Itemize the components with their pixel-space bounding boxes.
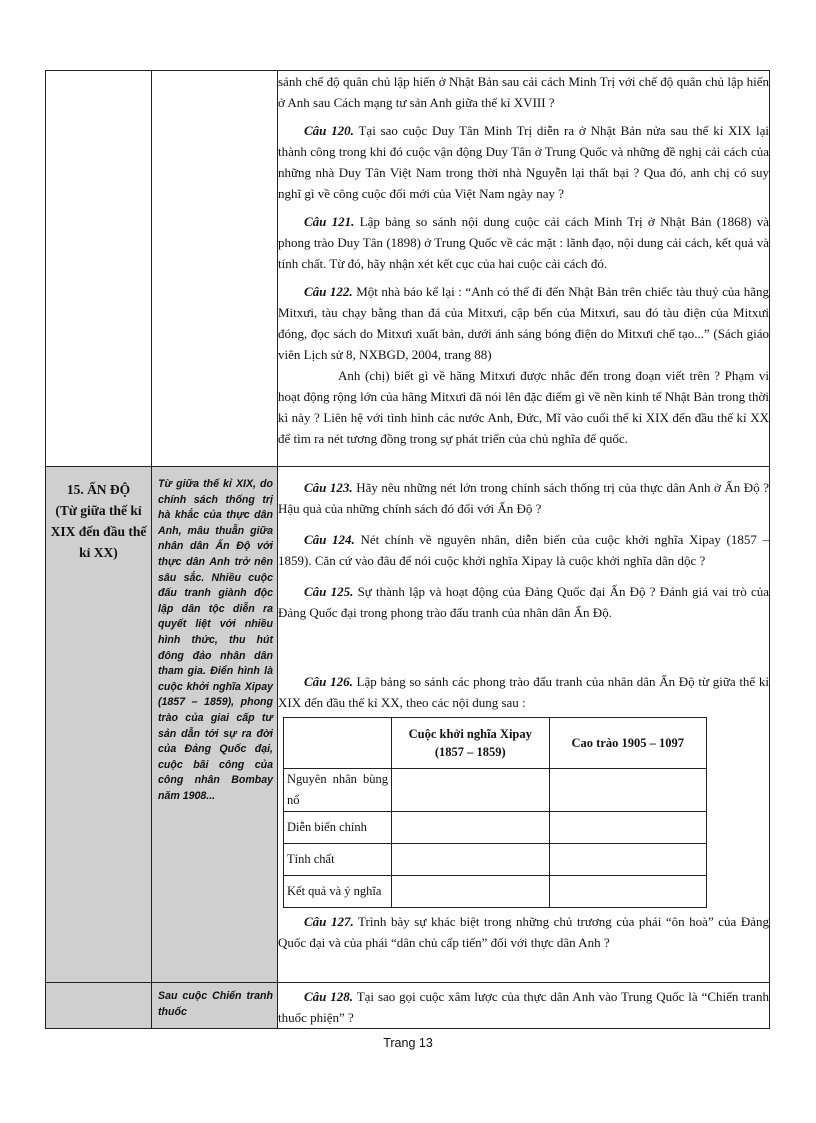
comparison-cell	[549, 844, 707, 876]
topic-cell	[46, 467, 152, 983]
comparison-row	[284, 769, 707, 812]
continuation-text: sánh chế độ quân chủ lập hiến ở Nhật Bản sau cải cách Minh Trị với chế độ quân chủ lập hiến ở Anh sau Cách mạng tư sản Anh giữa thế kỉ XVIII ?	[278, 74, 769, 110]
comparison-row	[284, 844, 707, 876]
comparison-row-label: Tính chất	[284, 844, 392, 876]
lesson-table	[45, 70, 770, 1029]
question-122-follow: Anh (chị) biết gì về hãng Mitxưi được nhắc đến trong đoạn viết trên ? Phạm vi hoạt động rộng lớn của hãng Mitxưi đã nói lên đặc điểm gì về nền kinh tế Nhật Bản trong thời kì này ? Liên hệ với tình hình các nước Anh, Đức, Mĩ vào cuối thế kỉ XIX đến đầu thế kỉ XX để tìm ra nét tương đồng trong sự phát triển của chủ nghĩa đế quốc.	[278, 368, 769, 446]
comparison-header-xipay: Cuộc khởi nghĩa Xipay (1857 – 1859)	[392, 718, 550, 769]
page-number: Trang 13	[383, 1036, 433, 1050]
comparison-cell	[392, 812, 550, 844]
comparison-row-label: Nguyên nhân bùng nổ	[284, 769, 392, 812]
comparison-cell	[549, 812, 707, 844]
questions-cell	[278, 983, 770, 1029]
question-125: Câu 125. Sự thành lập và hoạt động của Đảng Quốc đại Ấn Độ ? Đánh giá vai trò của Đảng Quốc đại trong phong trào đấu tranh của nhân dân Ấn Độ.	[278, 584, 769, 620]
topic-cell-empty	[46, 71, 152, 467]
question-121: Câu 121. Lập bảng so sánh nội dung cuộc cải cách Minh Trị ở Nhật Bản (1868) và phong trào Duy Tân (1898) ở Trung Quốc về các mặt : lãnh đạo, nội dung cải cách, kết quả và tính chất. Từ đó, hãy nhận xét kết cục của hai cuộc cải cách đó.	[278, 214, 769, 271]
question-122: Câu 122. Một nhà báo kể lại : “Anh có thể đi đến Nhật Bản trên chiếc tàu thuỷ của hãng Mitxưi, tàu chạy bằng than đá của Mitxưi, cập bến của Mitxưi, sau đó tàu điện của Mitxưi đóng, đọc sách do Mitxưi xuất bản, dưới ánh sáng bóng điện do Mitxưi chế tạo...” (Sách giáo viên Lịch sử 8, NXBGD, 2004, trang 88)	[278, 284, 769, 362]
comparison-header-1905: Cao trào 1905 – 1097	[549, 718, 707, 769]
comparison-cell	[392, 769, 550, 812]
comparison-cell	[549, 769, 707, 812]
summary-cell-empty	[152, 71, 278, 467]
topic-summary: Sau cuộc Chiến tranh thuốc	[158, 990, 273, 1018]
topic-subtitle: (Từ giữa thế kỉ XIX đến đầu thế kỉ XX)	[50, 503, 147, 560]
comparison-cell	[392, 844, 550, 876]
topic-title: 15. ẤN ĐỘ	[66, 482, 131, 497]
table-row	[46, 71, 770, 467]
table-row	[46, 983, 770, 1029]
comparison-table	[283, 717, 707, 908]
questions-cell	[278, 71, 770, 467]
comparison-corner	[284, 718, 392, 769]
question-127: Câu 127. Trình bày sự khác biệt trong những chủ trương của phái “ôn hoà” của Đảng Quốc đại và của phái “dân chủ cấp tiến” đối với thực dân Anh ?	[278, 914, 769, 950]
comparison-cell	[392, 876, 550, 908]
comparison-cell	[549, 876, 707, 908]
question-123: Câu 123. Hãy nêu những nét lớn trong chính sách thống trị của thực dân Anh ở Ấn Độ ? Hậu quả của những chính sách đó đối với Ấn Độ ?	[278, 480, 769, 516]
question-120: Câu 120. Tại sao cuộc Duy Tân Minh Trị diễn ra ở Nhật Bản nửa sau thế kỉ XIX lại thành công trong khi đó cuộc vận động Duy Tân ở Trung Quốc và những đề nghị cải cách của những nhà Duy Tân Việt Nam trong thời nhà Nguyễn lại thất bại ? Qua đó, anh chị có suy nghĩ gì về công cuộc đổi mới của Việt Nam ngày nay ?	[278, 123, 769, 201]
summary-cell	[152, 467, 278, 983]
comparison-row	[284, 876, 707, 908]
questions-cell	[278, 467, 770, 983]
table-row	[46, 467, 770, 983]
comparison-row	[284, 812, 707, 844]
topic-summary: Từ giữa thế kỉ XIX, do chính sách thống trị hà khắc của thực dân Anh, mâu thuẫn giữa nhân dân Ấn Độ với thực dân Anh trở nên sâu sắc. Nhiều cuộc đấu tranh giành độc lập dân tộc diễn ra quyết liệt với nhiều hình thức, thu hút đông đảo nhân dân tham gia. Điển hình là cuộc khởi nghĩa Xipay (1857 – 1859), phong trào của giai cấp tư sản dẫn tới sự ra đời của Đảng Quốc đại, cuộc bãi công của công nhân Bombay năm 1908...	[158, 478, 273, 802]
comparison-row-label: Diễn biến chính	[284, 812, 392, 844]
question-126: Câu 126. Lập bảng so sánh các phong trào đấu tranh của nhân dân Ấn Độ từ giữa thế kỉ XIX đến đầu thế kỉ XX, theo các nội dung sau :	[278, 674, 769, 710]
summary-cell	[152, 983, 278, 1029]
topic-cell	[46, 983, 152, 1029]
comparison-row-label: Kết quả và ý nghĩa	[284, 876, 392, 908]
comparison-header-row	[284, 718, 707, 769]
question-128: Câu 128. Tại sao gọi cuộc xâm lược của thực dân Anh vào Trung Quốc là “Chiến tranh thuốc phiện” ?	[278, 989, 769, 1025]
question-124: Câu 124. Nét chính về nguyên nhân, diễn biến của cuộc khởi nghĩa Xipay (1857 – 1859). Căn cứ vào đâu để nói cuộc khởi nghĩa Xipay là cuộc khởi nghĩa dân dộc ?	[278, 532, 769, 568]
